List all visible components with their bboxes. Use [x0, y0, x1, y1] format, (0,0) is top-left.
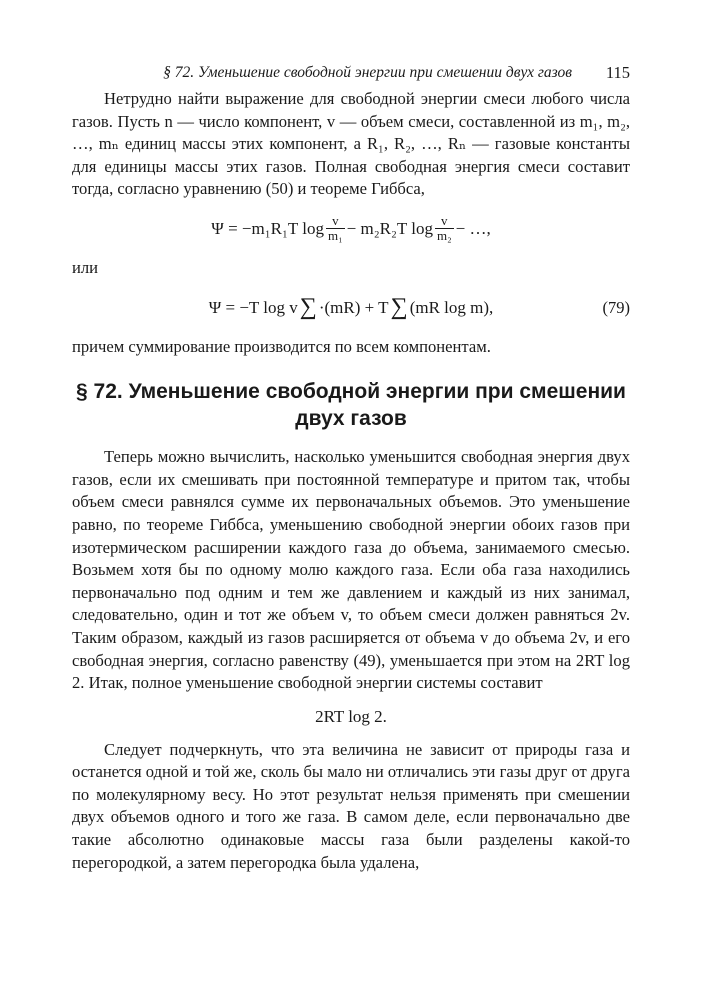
- fraction-v-over-m1: [326, 214, 345, 243]
- paragraph-intro: Нетрудно найти выражение для свободной энергии смеси любого числа газов. Пусть n — число компонент, v — объем смеси, составленной из m₁, m₂, …, mₙ единиц массы этих компонент, а R₁, R₂, …, Rₙ — газовые константы для единицы массы этих газов. Полная свободная энергия смеси составит тогда, согласно уравнению (50) и теореме Гиббса,: [72, 89, 630, 199]
- equation-free-energy-mixture: [72, 201, 630, 257]
- equation-79-part2: ·(mR) + T: [318, 297, 389, 317]
- equation-79: [72, 280, 630, 336]
- fraction-denominator: m₁: [327, 228, 343, 244]
- paragraph-summation-note: причем суммирование производится по всем компонентам.: [72, 336, 491, 356]
- fraction-denominator: m₂: [436, 228, 452, 244]
- equation-1-tail: − …,: [455, 218, 491, 238]
- equation-79-part1: Ψ = −T log v: [208, 297, 298, 317]
- fraction-numerator: v: [441, 213, 448, 229]
- equation-1-middle: − m₂R₂T log: [346, 218, 433, 238]
- sum-symbol-1: ∑: [299, 294, 317, 321]
- running-head-title: § 72. Уменьшение свободной энергии при смешении двух газов: [163, 64, 572, 81]
- equation-79-part3: (mR log m),: [409, 297, 494, 317]
- fraction-v-over-m2: [435, 214, 454, 243]
- equation-1-lhs: Ψ = −m₁R₁T log: [211, 218, 324, 238]
- sum-symbol-2: ∑: [390, 294, 408, 321]
- section-heading-line-1: § 72. Уменьшение свободной энергии при смешении: [76, 380, 626, 404]
- page-number: 115: [605, 63, 630, 82]
- section-heading-line-2: двух газов: [295, 407, 407, 431]
- equation-total-decrease: 2RT log 2.: [315, 706, 387, 726]
- paragraph-final: Следует подчеркнуть, что эта величина не зависит от природы газа и останется одной и той же, сколь бы мало ни отличались эти газы друг от друга по молекулярному весу. Но этот результат нельзя применять при смешении двух объемов одного и того же газа. В самом деле, если первоначально две такие абсолютно одинаковые массы газа были разделены какой-то перегородкой, а затем перегородка была удалена,: [72, 739, 630, 872]
- section-heading: [72, 378, 630, 432]
- fraction-numerator: v: [332, 213, 339, 229]
- paragraph-main: Теперь можно вычислить, насколько уменьшится свободная энергия двух газов, если их смешивать при постоянной температуре и притом так, чтобы объем смеси равнялся сумме их первоначальных объемов. Это уменьшение равно, по теореме Гиббса, уменьшению свободной энергии обоих газов при изотермическом расширении каждого газа до объема, занимаемого смесью. Возьмем хотя бы по одному молю каждого газа. Если оба газа находились первоначально под одним и тем же давлением и каждый из них занимал, следовательно, один и тот же объем v, то объем смеси должен равняться 2v. Таким образом, каждый из газов расширяется от объема v до объема 2v, и его свободная энергия, согласно равенству (49), уменьшается при этом на 2RT log 2. Итак, полное уменьшение свободной энергии системы составит: [72, 447, 630, 693]
- running-head: [72, 62, 630, 88]
- book-page: [72, 62, 630, 874]
- equation-number: (79): [602, 297, 630, 317]
- connector-word: или: [72, 257, 99, 277]
